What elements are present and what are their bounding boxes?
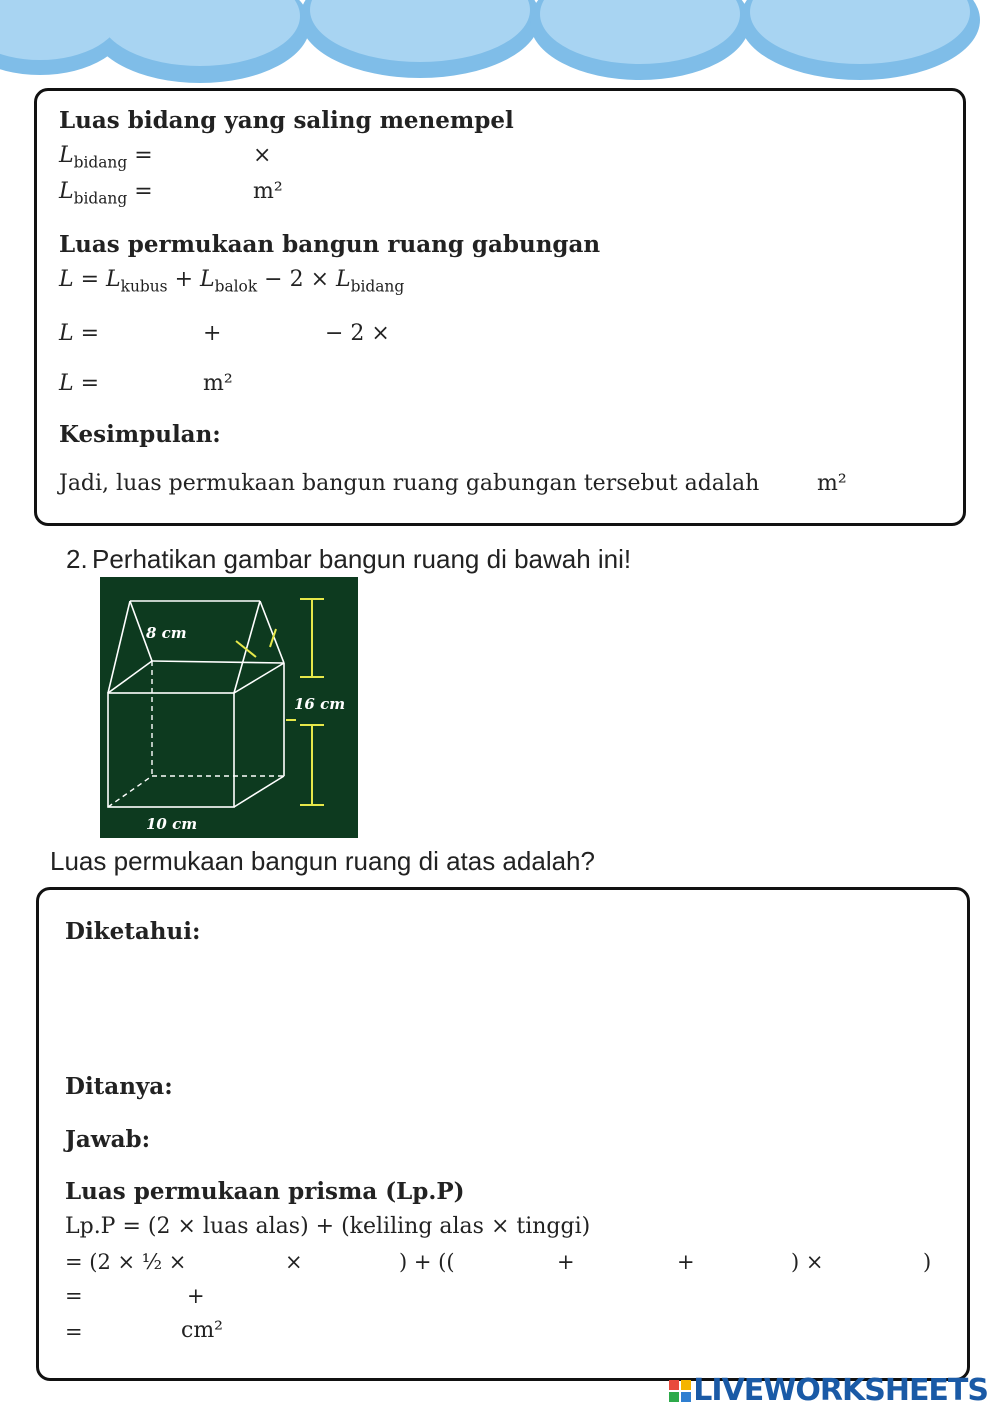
label-ditanya: Ditanya: <box>65 1073 173 1100</box>
line3-unit: cm² <box>181 1318 224 1343</box>
answer-box-1 <box>34 88 966 526</box>
line1-end: ) <box>923 1250 932 1274</box>
answer-box-2 <box>36 887 970 1381</box>
question-2-prompt: Luas permukaan bangun ruang di atas adalah? <box>50 846 595 876</box>
question-2-number: 2. <box>66 544 88 574</box>
heading-gabungan: Luas permukaan bangun ruang gabungan <box>59 231 601 258</box>
brand-text: LIVEWORKSHEETS <box>693 1373 988 1408</box>
label-10cm: 10 cm <box>146 815 198 833</box>
L-result-line: L = <box>59 371 100 396</box>
L-minus-2x: − 2 × <box>325 321 390 346</box>
line2-eq: = <box>65 1284 83 1308</box>
line1-plus-2: + <box>677 1250 695 1274</box>
question-2-text: Perhatikan gambar bangun ruang di bawah ini! <box>92 544 632 574</box>
heading-bidang: Luas bidang yang saling menempel <box>59 107 514 134</box>
line1-start: = (2 × ½ × <box>65 1250 187 1274</box>
lbidang-line-2: $L_{bidang}$ = <box>59 179 153 208</box>
line1-close-plus: ) + (( <box>399 1250 455 1274</box>
L-result-unit: m² <box>203 371 233 396</box>
liveworksheets-logo-icon <box>669 1380 691 1402</box>
formula-gabungan: $L = L_{kubus} + L_{balok} - 2 \times L_{bidang}$ <box>59 267 405 296</box>
L-equals-line: L = <box>59 321 100 346</box>
label-diketahui: Diketahui: <box>65 918 201 945</box>
line3-eq: = <box>65 1320 83 1344</box>
label-8cm: 8 cm <box>146 624 187 642</box>
prism-figure <box>100 577 358 838</box>
kesimpulan-text: Jadi, luas permukaan bangun ruang gabungan tersebut adalah <box>59 471 760 496</box>
lbidang-times: × <box>253 143 272 168</box>
kesimpulan-unit: m² <box>817 471 847 496</box>
line1-plus-1: + <box>557 1250 575 1274</box>
label-jawab: Jawab: <box>65 1126 151 1153</box>
cloud-banner <box>0 0 1000 90</box>
lbidang-unit: m² <box>253 179 283 204</box>
line1-times: × <box>285 1250 303 1274</box>
line2-plus: + <box>187 1284 205 1308</box>
heading-kesimpulan: Kesimpulan: <box>59 421 221 448</box>
label-16cm: 16 cm <box>294 695 346 713</box>
liveworksheets-logo <box>669 1373 988 1408</box>
line1-close-times: ) × <box>791 1250 824 1274</box>
heading-prisma: Luas permukaan prisma (Lp.P) <box>65 1178 465 1205</box>
lbidang-line-1: $L_{bidang}$ = <box>59 143 153 172</box>
formula-prisma: Lp.P = (2 × luas alas) + (keliling alas × tinggi) <box>65 1214 591 1239</box>
L-plus: + <box>203 321 222 346</box>
